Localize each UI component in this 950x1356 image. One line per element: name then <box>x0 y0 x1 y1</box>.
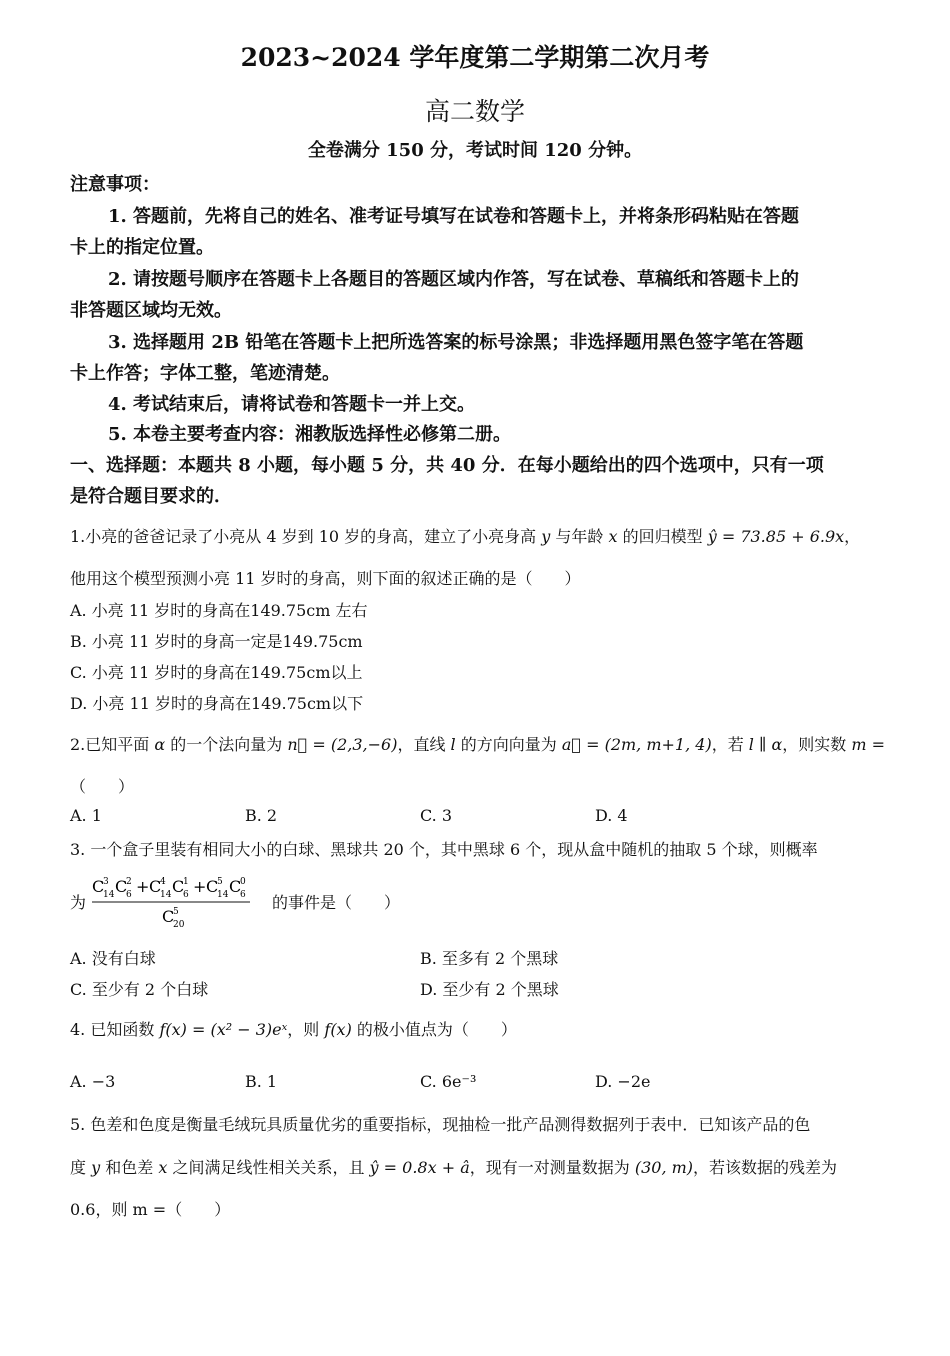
question-4-option-a: A. −3 <box>70 1072 116 1091</box>
section-heading-cont: 是符合题目要求的． <box>70 486 232 507</box>
notice-line: 2. 请按题号顺序在答题卡上各题目的答题区域内作答，写在试卷、草稿纸和答题卡上的 <box>108 269 800 290</box>
question-3-option-b: B. 至多有 2 个黑球 <box>420 949 559 968</box>
svg-text:6: 6 <box>126 890 132 900</box>
svg-text:6: 6 <box>240 890 246 900</box>
function-formula: f(x) = (x² − 3)eˣ <box>159 1020 288 1039</box>
question-3-option-c: C. 至少有 2 个白球 <box>70 980 209 999</box>
question-2-option-a: A. 1 <box>70 806 102 825</box>
svg-text:14: 14 <box>217 890 229 900</box>
svg-text:2: 2 <box>126 877 132 887</box>
svg-text:3: 3 <box>103 877 109 887</box>
notice-line: 1. 答题前，先将自己的姓名、准考证号填写在试卷和答题卡上，并将条形码粘贴在答题 <box>108 206 800 227</box>
notice-heading: 注意事项： <box>70 174 160 195</box>
subject-title: 高二数学 <box>424 97 525 126</box>
question-2-option-d: D. 4 <box>595 806 628 825</box>
question-2-stem: 2.已知平面 α 的一个法向量为 n⃗ = (2,3,−6)，直线 l 的方向向量为 a⃗ = (2m, m+1, 4)，若 l ∥ α，则实数 m = <box>70 735 886 754</box>
question-3-wei: 为 <box>70 893 87 912</box>
question-1-option-a: A. 小亮 11 岁时的身高在149.75cm 左右 <box>70 601 368 620</box>
svg-text:C: C <box>229 877 242 896</box>
svg-text:5: 5 <box>217 877 223 887</box>
question-3-stem-end: 的事件是（ ） <box>272 893 401 912</box>
regression-formula: ŷ = 73.85 + 6.9x <box>707 527 845 546</box>
question-1-option-c: C. 小亮 11 岁时的身高在149.75cm以上 <box>70 663 363 682</box>
svg-text:C: C <box>172 877 185 896</box>
question-4-stem: 4. 已知函数 f(x) = (x² − 3)eˣ，则 f(x) 的极小值点为（ ） <box>70 1020 517 1039</box>
svg-text:5: 5 <box>173 907 179 917</box>
svg-text:C: C <box>149 877 162 896</box>
question-3-option-a: A. 没有白球 <box>70 949 156 968</box>
question-4-option-b: B. 1 <box>245 1072 278 1091</box>
notice-line: 非答题区域均无效。 <box>70 300 232 321</box>
question-4-option-c: C. 6e⁻³ <box>420 1072 477 1091</box>
exam-title: 2023~2024 学年度第二学期第二次月考 <box>240 43 710 72</box>
question-1-stem-cont: 他用这个模型预测小亮 11 岁时的身高，则下面的叙述正确的是（ ） <box>70 569 581 588</box>
svg-text:6: 6 <box>183 890 189 900</box>
score-info: 全卷满分 150 分，考试时间 120 分钟。 <box>307 140 643 161</box>
svg-text:0: 0 <box>240 877 246 887</box>
svg-text:20: 20 <box>173 920 185 928</box>
question-3-stem: 3. 一个盒子里装有相同大小的白球、黑球共 20 个，其中黑球 6 个，现从盒中随机的抽取 5 个球，则概率 <box>70 840 818 859</box>
svg-text:C: C <box>206 877 219 896</box>
question-3-option-d: D. 至少有 2 个黑球 <box>420 980 559 999</box>
svg-text:C: C <box>92 877 105 896</box>
notice-line: 卡上的指定位置。 <box>70 237 214 258</box>
section-heading: 一、选择题：本题共 8 小题，每小题 5 分，共 40 分．在每小题给出的四个选项中，只有一项 <box>70 455 824 476</box>
question-1-stem: 1.小亮的爸爸记录了小亮从 4 岁到 10 岁的身高，建立了小亮身高 y 与年龄 x 的回归模型 ŷ = 73.85 + 6.9x， <box>70 527 861 546</box>
data-pair: (30, m) <box>634 1158 694 1177</box>
question-5-stem-cont: 度 y 和色差 x 之间满足线性相关关系，且 ŷ = 0.8x + â，现有一对测量数据为 (30, m)，若该数据的残差为 <box>70 1158 838 1177</box>
question-2-paren: （ ） <box>70 777 135 796</box>
notice-line: 3. 选择题用 2B 铅笔在答题卡上把所选答案的标号涂黑；非选择题用黑色签字笔在答题 <box>108 332 804 353</box>
svg-text:C: C <box>162 907 175 926</box>
svg-text:14: 14 <box>103 890 115 900</box>
notice-line: 卡上作答；字体工整，笔迹清楚。 <box>70 363 340 384</box>
svg-text:1: 1 <box>183 877 189 887</box>
svg-text:+: + <box>193 877 207 896</box>
question-2-option-c: C. 3 <box>420 806 453 825</box>
svg-text:4: 4 <box>160 877 166 887</box>
notice-line: 4. 考试结束后，请将试卷和答题卡一并上交。 <box>108 394 476 415</box>
direction-vector: a⃗ = (2m, m+1, 4) <box>561 735 712 754</box>
question-5-stem: 5. 色差和色度是衡量毛绒玩具质量优劣的重要指标，现抽检一批产品测得数据列于表中．已知该产品的色 <box>70 1115 811 1134</box>
normal-vector: n⃗ = (2,3,−6) <box>287 735 398 754</box>
svg-text:C: C <box>115 877 128 896</box>
question-2-option-b: B. 2 <box>245 806 278 825</box>
question-5-stem-end: 0.6，则 m =（ ） <box>70 1200 231 1219</box>
question-1-option-b: B. 小亮 11 岁时的身高一定是149.75cm <box>70 632 363 651</box>
svg-text:+: + <box>136 877 150 896</box>
notice-line: 5. 本卷主要考查内容：湘教版选择性必修第二册。 <box>108 424 512 445</box>
probability-fraction <box>90 872 270 928</box>
svg-text:14: 14 <box>160 890 172 900</box>
question-1-option-d: D. 小亮 11 岁时的身高在149.75cm以下 <box>70 694 364 713</box>
regression-formula-5: ŷ = 0.8x + â <box>369 1158 470 1177</box>
question-4-option-d: D. −2e <box>595 1072 651 1091</box>
